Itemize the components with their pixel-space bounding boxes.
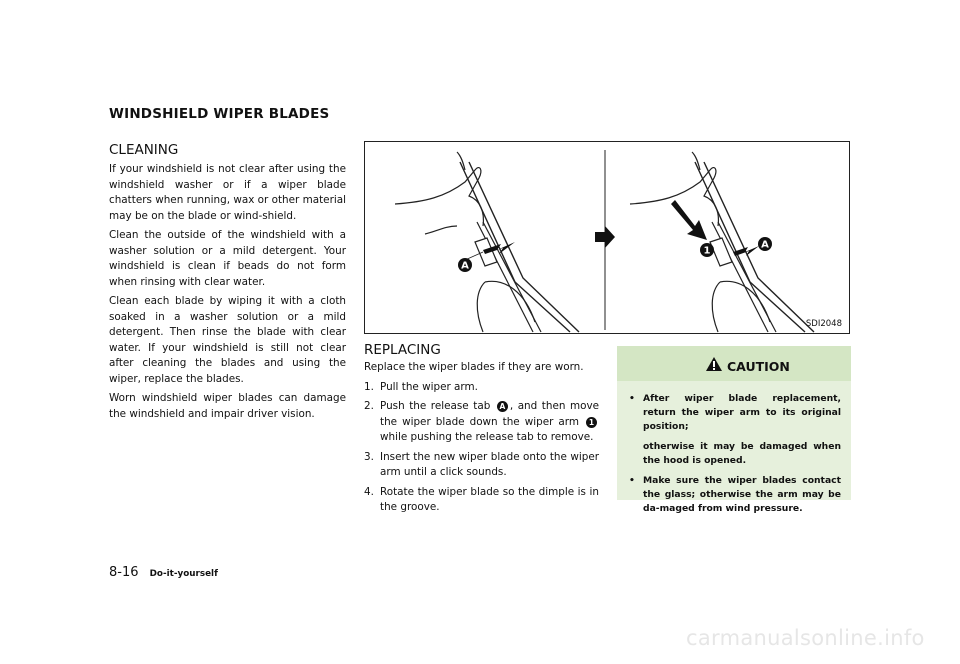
step-item (364, 380, 599, 396)
label-a-text: A (461, 260, 469, 272)
cleaning-heading: CLEANING (109, 142, 179, 158)
step-text: , and then move the wiper blade down the wiper arm (380, 400, 599, 428)
section-title: WINDSHIELD WIPER BLADES (109, 106, 330, 122)
caution-text: Make sure the wiper blades contact the glass; otherwise the arm may be da-maged from wind pressure. (643, 475, 841, 514)
down-arrow-icon (671, 200, 707, 240)
step-item (364, 450, 599, 481)
hand-icon-right (630, 168, 718, 226)
step-number: 1. (364, 380, 374, 393)
badge-a: A (497, 401, 508, 412)
step-text: Pull the wiper arm. (380, 380, 478, 393)
page-footer (109, 561, 218, 580)
caution-item (629, 474, 841, 516)
left-panel (395, 150, 605, 332)
bullet: • (629, 393, 635, 404)
step-number: 3. (364, 450, 374, 463)
right-panel (630, 152, 814, 332)
label-a-text-right: A (761, 239, 769, 251)
replacing-steps (364, 380, 599, 516)
caution-item (629, 392, 841, 434)
caution-body (629, 392, 841, 522)
watermark: carmanualsonline.info (686, 626, 925, 650)
cleaning-paragraph: If your windshield is not clear after using the windshield washer or if a wiper blade chatters when running, wax or other material may be on the blade or wind-shield. (109, 163, 346, 222)
replacing-text (364, 360, 599, 520)
cleaning-paragraph: Clean each blade by wiping it with a cloth soaked in a washer solution or a mild detergent. Then rinse the blade with clear water. If your windshield is still not clear after cleaning the blades and using the wiper, replace the blades. (109, 295, 346, 385)
chapter-name: Do-it-yourself (149, 569, 218, 579)
wiper-illustration (364, 141, 850, 334)
cleaning-paragraph: Worn windshield wiper blades can damage the windshield and impair driver vision. (109, 392, 346, 420)
cleaning-text (109, 162, 346, 426)
replacing-intro: Replace the wiper blades if they are worn. (364, 361, 584, 373)
figure-code: SDI2048 (805, 319, 842, 329)
caution-title: CAUTION (727, 359, 790, 374)
step-item (364, 485, 599, 516)
step-item (364, 399, 599, 446)
step-number: 4. (364, 485, 374, 498)
wiper-illustration-svg (365, 142, 851, 335)
step-text: Insert the new wiper blade onto the wiper arm until a click sounds. (380, 450, 599, 478)
bullet: • (629, 475, 635, 486)
badge-1: 1 (586, 417, 597, 428)
caution-box (617, 346, 851, 514)
label-1-text: 1 (703, 245, 711, 257)
warning-triangle-icon (705, 356, 723, 372)
step-text: while pushing the release tab to remove. (380, 431, 594, 443)
hand-icon (395, 168, 483, 226)
caution-continuation: otherwise it may be damaged when the hood is opened. (643, 441, 841, 466)
cleaning-paragraph: Clean the outside of the windshield with a washer solution or a mild detergent. Your windshield is clean if beads do not form when rinsing with clear water. (109, 229, 346, 288)
step-text: Push the release tab (380, 400, 491, 412)
step-text: Rotate the wiper blade so the dimple is in the groove. (380, 485, 599, 513)
caution-text: After wiper blade replacement, return the wiper arm to its original position; (643, 393, 841, 432)
replacing-heading: REPLACING (364, 342, 441, 358)
arrow-right-icon (595, 226, 615, 248)
page-number: 8-16 (109, 565, 139, 580)
step-number: 2. (364, 400, 374, 412)
